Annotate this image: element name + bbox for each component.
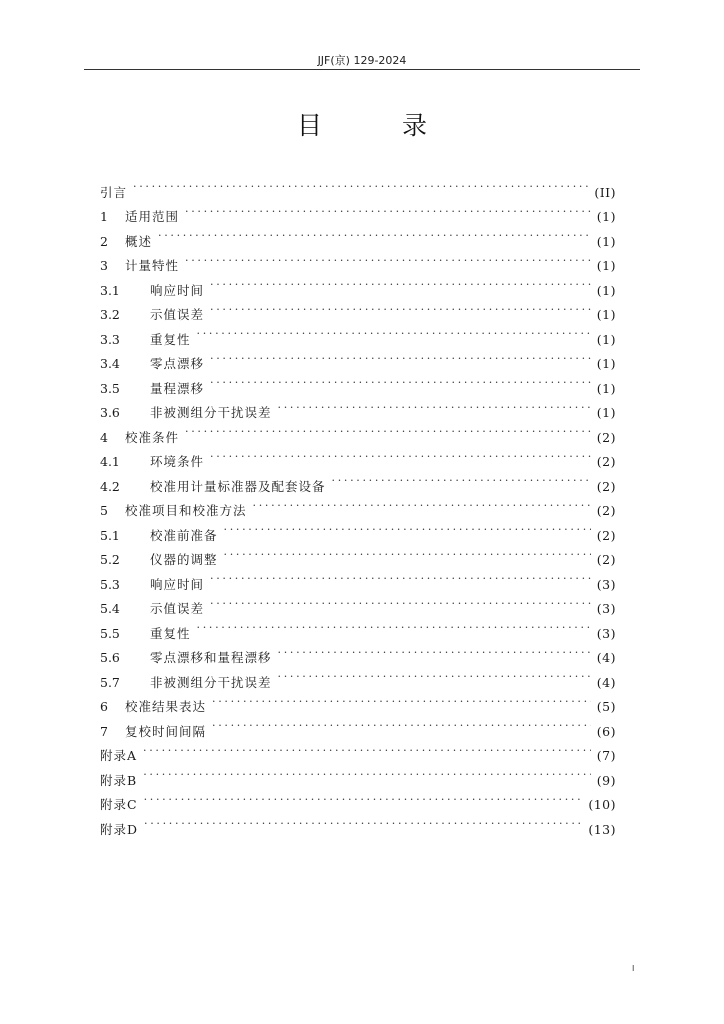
toc-entry-number: 5.4	[100, 601, 120, 616]
toc-entry-page: (10)	[588, 797, 616, 812]
toc-entry-label: 适用范围	[125, 209, 180, 224]
toc-entry-page: (4)	[596, 674, 616, 690]
toc-entry-page: (2)	[596, 454, 616, 469]
toc-entry-label: 校准条件	[125, 429, 180, 445]
header-divider	[84, 69, 640, 70]
toc-entry-number: 5.6	[100, 650, 120, 665]
toc-entry-page: (3)	[596, 625, 616, 641]
dot-leader	[210, 344, 591, 369]
dot-leader	[143, 760, 591, 785]
toc-entry-label: 响应时间	[150, 576, 205, 592]
toc-entry-number: 2	[100, 233, 108, 249]
toc-entry-foreword[interactable]	[100, 172, 616, 200]
toc-entry-label: 附录A	[100, 748, 138, 763]
page-number: I	[632, 964, 635, 973]
toc-entry-label: 附录C	[100, 797, 138, 812]
dot-leader	[210, 589, 591, 614]
toc-entry-page: (3)	[596, 576, 616, 592]
toc-entry-number: 5.5	[100, 625, 120, 641]
toc-entry-page: (2)	[596, 527, 616, 543]
dot-leader	[224, 515, 591, 540]
toc-entry-page: (II)	[594, 184, 616, 200]
toc-entry-label: 重复性	[150, 331, 191, 347]
toc-entry-page: (2)	[596, 552, 616, 567]
dot-leader	[158, 221, 591, 246]
toc-entry-label: 零点漂移和量程漂移	[150, 650, 272, 665]
dot-leader	[185, 246, 591, 271]
toc-entry-page: (1)	[596, 258, 616, 273]
toc-entry-label: 示值误差	[150, 307, 205, 322]
toc-entry-2[interactable]	[100, 221, 616, 249]
toc-entry-label: 复校时间间隔	[125, 723, 207, 739]
table-of-contents	[100, 172, 616, 837]
document-header: JJF(京) 129-2024	[317, 54, 407, 67]
toc-entry-number: 7	[100, 723, 108, 739]
toc-entry-page: (1)	[596, 209, 616, 224]
toc-entry-page: (1)	[596, 356, 616, 371]
toc-entry-number: 3.1	[100, 282, 120, 298]
dot-leader	[212, 711, 591, 736]
toc-entry-page: (1)	[596, 405, 616, 420]
toc-entry-number: 4.1	[100, 454, 120, 469]
toc-entry-label: 校准前准备	[150, 527, 218, 543]
dot-leader	[210, 564, 591, 589]
toc-entry-label: 重复性	[150, 625, 191, 641]
toc-entry-number: 3.2	[100, 307, 120, 322]
toc-entry-number: 3.4	[100, 356, 120, 371]
toc-entry-label: 附录D	[100, 821, 139, 837]
toc-entry-label: 非被测组分干扰误差	[150, 674, 272, 690]
dot-leader	[253, 491, 591, 516]
toc-entry-page: (2)	[596, 503, 616, 518]
toc-entry-number: 3.5	[100, 380, 120, 396]
toc-entry-page: (1)	[596, 307, 616, 322]
toc-entry-label: 概述	[125, 233, 153, 249]
dot-leader	[185, 417, 591, 442]
toc-entry-page: (5)	[596, 699, 616, 714]
toc-entry-page: (1)	[596, 331, 616, 347]
dot-leader	[224, 540, 591, 565]
toc-entry-page: (2)	[596, 478, 616, 494]
dot-leader	[210, 270, 591, 295]
dot-leader	[210, 295, 591, 320]
toc-entry-number: 3.3	[100, 331, 120, 347]
toc-entry-page: (1)	[596, 380, 616, 396]
toc-entry-number: 5.2	[100, 552, 120, 567]
dot-leader	[185, 197, 591, 222]
dot-leader	[332, 466, 591, 491]
toc-entry-number: 1	[100, 209, 108, 224]
toc-entry-label: 校准结果表达	[125, 699, 207, 714]
toc-entry-number: 5	[100, 503, 108, 518]
toc-entry-label: 仪器的调整	[150, 552, 218, 567]
toc-entry-number: 5.7	[100, 674, 120, 690]
toc-entry-appendix-b[interactable]	[100, 760, 616, 788]
toc-entry-label: 响应时间	[150, 282, 205, 298]
dot-leader	[278, 638, 591, 663]
toc-entry-page: (6)	[596, 723, 616, 739]
toc-entry-appendix-a[interactable]	[100, 736, 616, 761]
toc-entry-appendix-d[interactable]	[100, 809, 616, 837]
toc-entry-label: 非被测组分干扰误差	[150, 405, 272, 420]
toc-entry-page: (9)	[596, 772, 616, 788]
toc-entry-label: 零点漂移	[150, 356, 205, 371]
toc-entry-page: (1)	[596, 282, 616, 298]
toc-entry-label: 校准项目和校准方法	[125, 503, 247, 518]
page-title: 目 录	[297, 111, 463, 140]
toc-entry-number: 5.1	[100, 527, 120, 543]
dot-leader	[210, 368, 591, 393]
toc-entry-label: 校准用计量标准器及配套设备	[150, 478, 326, 494]
toc-entry-label: 量程漂移	[150, 380, 205, 396]
toc-entry-label: 引言	[100, 184, 128, 200]
toc-entry-number: 4	[100, 429, 108, 445]
dot-leader	[278, 393, 591, 418]
dot-leader	[210, 442, 591, 467]
toc-entry-page: (4)	[596, 650, 616, 665]
dot-leader	[144, 785, 583, 810]
toc-entry-page: (13)	[588, 821, 616, 837]
dot-leader	[133, 172, 588, 197]
toc-entry-number: 5.3	[100, 576, 120, 592]
dot-leader	[197, 613, 591, 638]
toc-entry-page: (2)	[596, 429, 616, 445]
toc-entry-number: 3.6	[100, 405, 120, 420]
toc-entry-page: (1)	[596, 233, 616, 249]
dot-leader	[144, 809, 582, 834]
dot-leader	[278, 662, 591, 687]
toc-entry-appendix-c[interactable]	[100, 785, 616, 810]
dot-leader	[197, 319, 591, 344]
toc-entry-number: 6	[100, 699, 108, 714]
toc-entry-1[interactable]	[100, 197, 616, 222]
toc-entry-label: 计量特性	[125, 258, 180, 273]
toc-entry-page: (7)	[596, 748, 616, 763]
toc-entry-number: 4.2	[100, 478, 120, 494]
toc-entry-number: 3	[100, 258, 108, 273]
toc-entry-3[interactable]	[100, 246, 616, 271]
toc-entry-page: (3)	[596, 601, 616, 616]
toc-entry-label: 示值误差	[150, 601, 205, 616]
toc-entry-label: 附录B	[100, 772, 138, 788]
dot-leader	[212, 687, 591, 712]
toc-entry-label: 环境条件	[150, 454, 205, 469]
dot-leader	[143, 736, 591, 761]
